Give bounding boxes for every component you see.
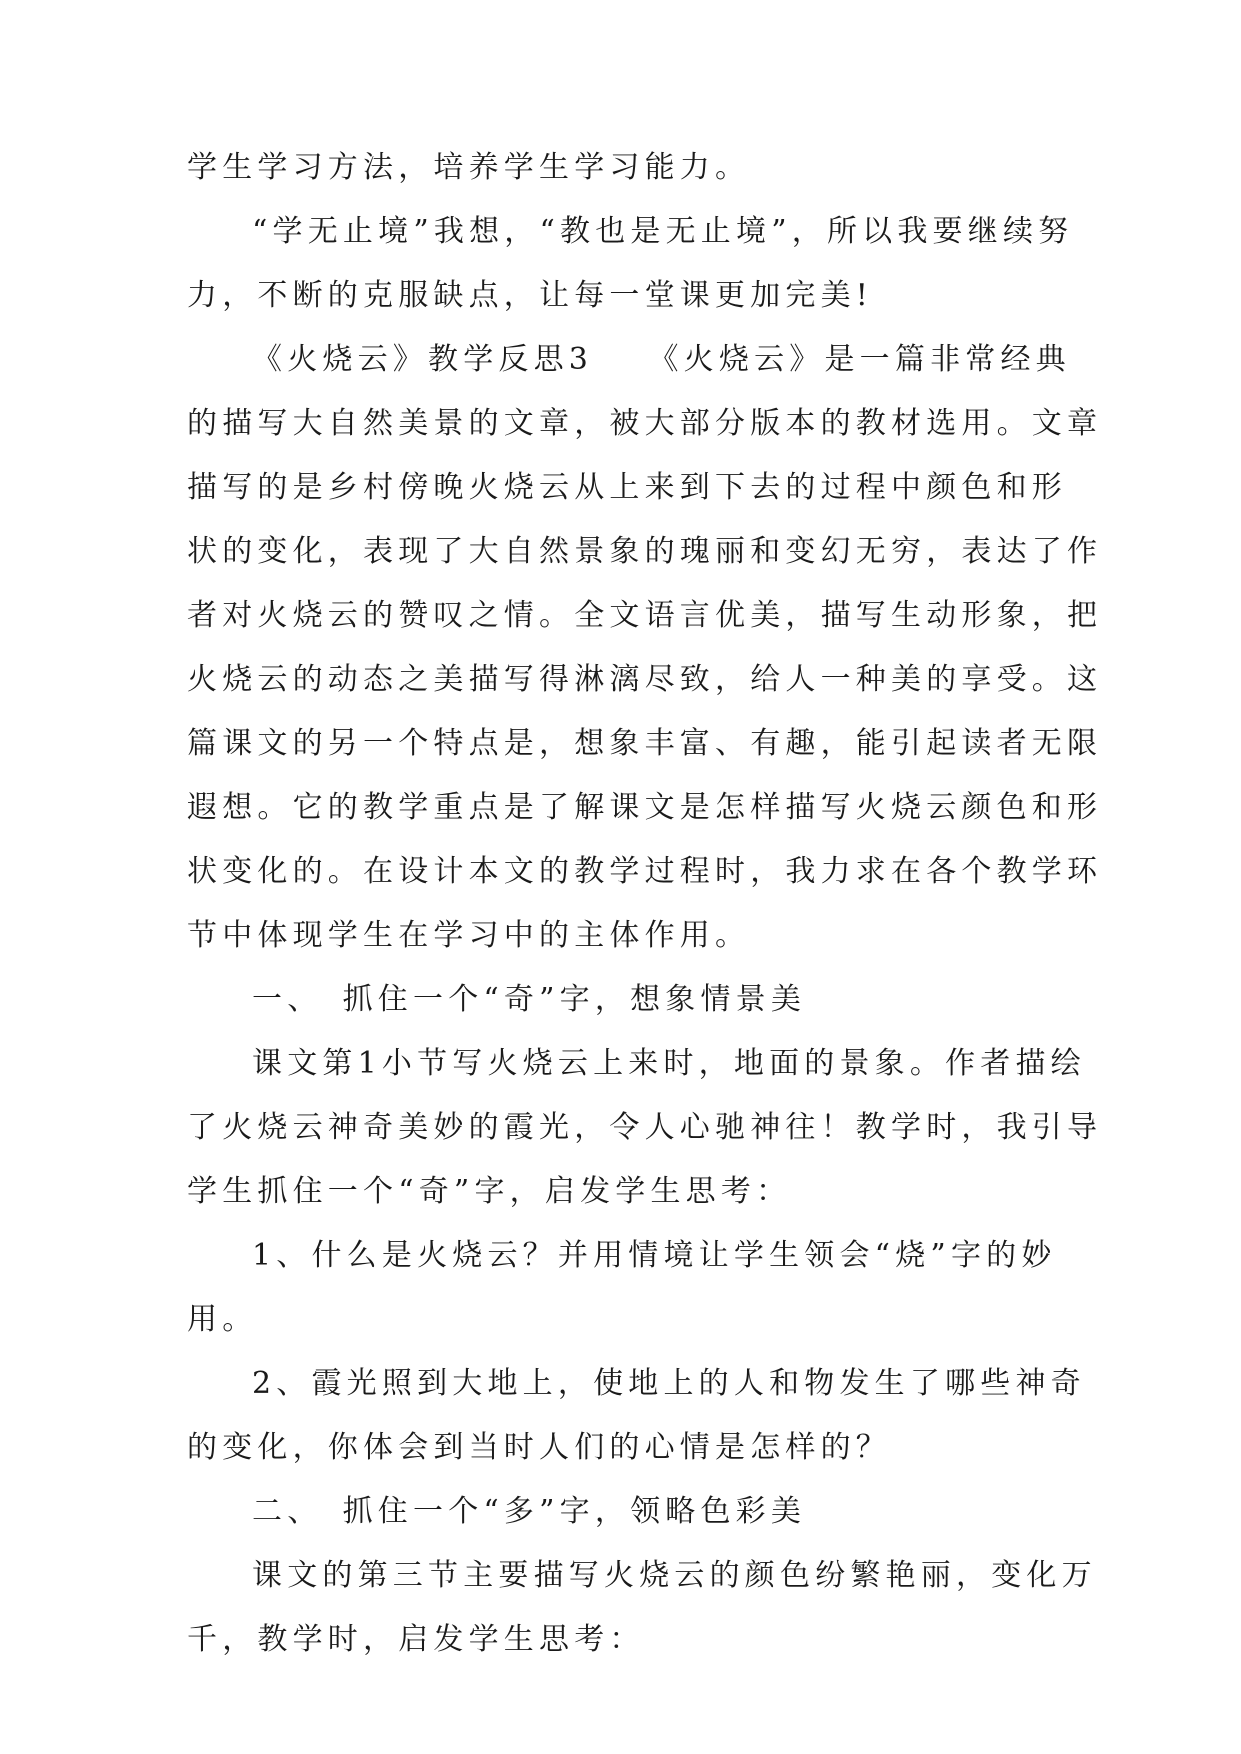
text-line-11: 遐想。它的教学重点是了解课文是怎样描写火烧云颜色和形 — [187, 790, 1103, 825]
text-line-10: 篇课文的另一个特点是，想象丰富、有趣，能引起读者无限 — [187, 726, 1103, 761]
text-line-1: 学生学习方法，培养学生学习能力。 — [187, 150, 751, 185]
text-line-12: 状变化的。在设计本文的教学过程时，我力求在各个教学环 — [187, 854, 1103, 889]
list-item-1: 1、什么是火烧云？并用情境让学生领会“烧”字的妙 — [252, 1238, 1057, 1273]
section-heading-1: 一、 抓住一个“奇”字，想象情景美 — [252, 982, 807, 1017]
text-line-3: 力，不断的克服缺点，让每一堂课更加完美! — [187, 278, 874, 313]
text-line-16: 了火烧云神奇美妙的霞光，令人心驰神往！教学时，我引导 — [187, 1110, 1103, 1145]
text-line-8: 者对火烧云的赞叹之情。全文语言优美，描写生动形象，把 — [187, 598, 1103, 633]
list-item-1-cont: 用。 — [187, 1302, 258, 1337]
text-line-13: 节中体现学生在学习中的主体作用。 — [187, 918, 751, 953]
text-line-4: 《火烧云》教学反思3 《火烧云》是一篇非常经典 — [252, 342, 1071, 377]
list-item-2-cont: 的变化，你体会到当时人们的心情是怎样的？ — [187, 1430, 891, 1465]
list-item-2: 2、霞光照到大地上，使地上的人和物发生了哪些神奇 — [252, 1366, 1086, 1401]
text-line-7: 状的变化，表现了大自然景象的瑰丽和变幻无穷，表达了作 — [187, 534, 1103, 569]
text-line-23: 课文的第三节主要描写火烧云的颜色纷繁艳丽，变化万 — [252, 1558, 1097, 1593]
text-line-24: 千，教学时，启发学生思考： — [187, 1622, 645, 1657]
text-line-5: 的描写大自然美景的文章，被大部分版本的教材选用。文章 — [187, 406, 1103, 441]
text-line-17: 学生抓住一个“奇”字，启发学生思考： — [187, 1174, 792, 1209]
text-line-2: “学无止境”我想，“教也是无止境”，所以我要继续努 — [252, 214, 1074, 249]
text-line-9: 火烧云的动态之美描写得淋漓尽致，给人一种美的享受。这 — [187, 662, 1103, 697]
text-line-15: 课文第1小节写火烧云上来时，地面的景象。作者描绘 — [252, 1046, 1086, 1081]
section-heading-2: 二、 抓住一个“多”字，领略色彩美 — [252, 1494, 807, 1529]
text-line-6: 描写的是乡村傍晚火烧云从上来到下去的过程中颜色和形 — [187, 470, 1067, 505]
